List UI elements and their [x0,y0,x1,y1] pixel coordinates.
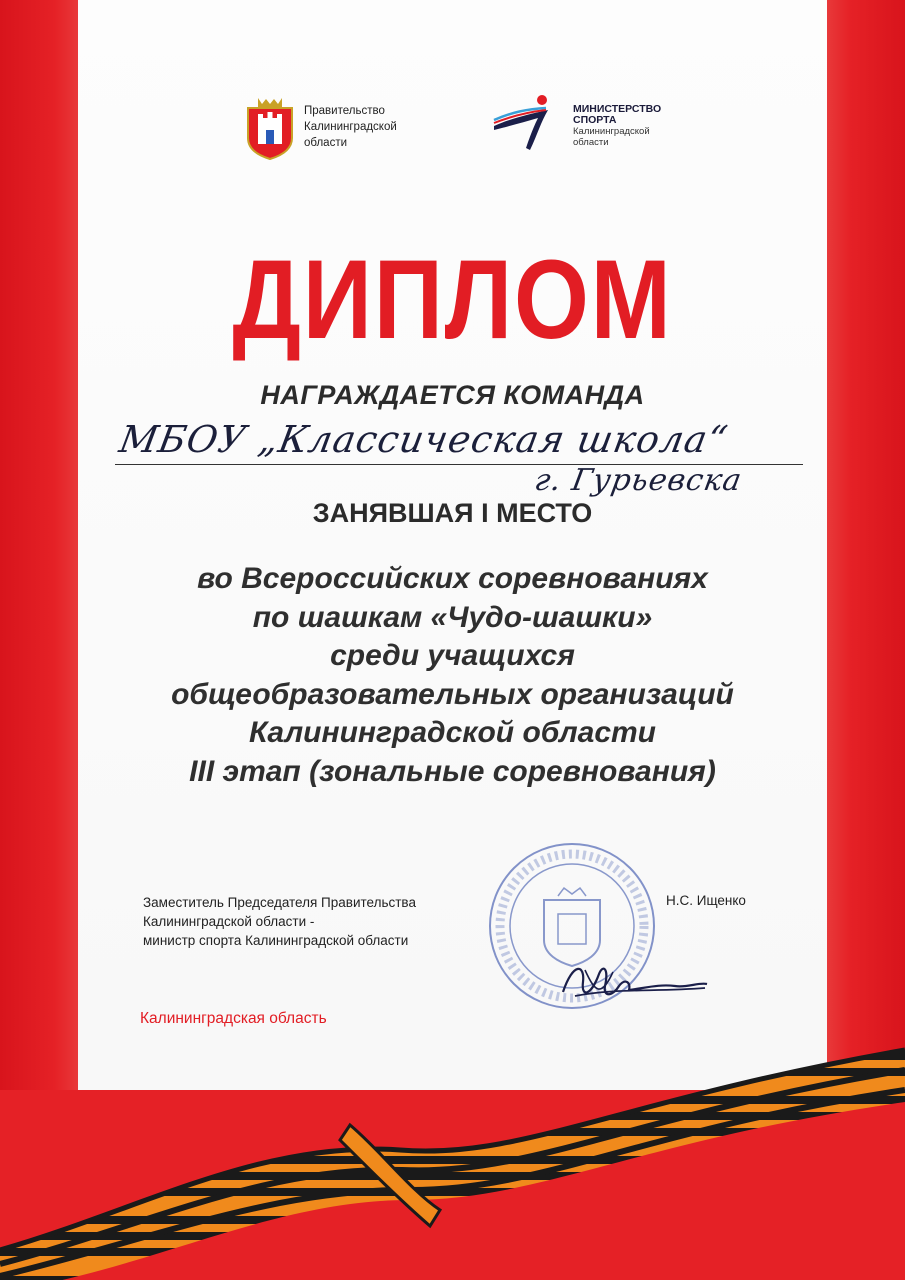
ministry-athlete-icon [492,92,570,154]
awarded-heading: НАГРАЖДАЕТСЯ КОМАНДА [260,380,645,410]
government-line: Калининградской [304,121,397,133]
signatory-name: Н.С. Ищенко [666,893,746,908]
place-heading: ЗАНЯВШАЯ I МЕСТО [312,498,593,528]
signatory-role-line: Калининградской области - [143,914,315,929]
ministry-title [573,104,661,126]
region-footer: Калининградская область [140,1010,327,1027]
st-george-ribbon [0,1030,905,1280]
signatory-role-line: Заместитель Председателя Правительства [143,895,416,910]
event-line: среди учащихся [330,639,575,672]
ministry-title-line: МИНИСТЕРСТВО [573,103,662,115]
diploma-title: ДИПЛОМ [232,237,673,362]
ministry-sub-line: области [573,137,609,148]
coat-of-arms-icon [244,94,296,160]
event-line: по шашкам «Чудо-шашки» [252,600,653,634]
team-name-handwritten: МБОУ „Классическая школа“ [116,418,732,461]
team-city-handwritten: г. Гурьевска [531,463,745,498]
event-line: общеобразовательных организаций [171,677,734,711]
event-line: во Всероссийских соревнованиях [197,562,708,595]
handwritten-signature [555,952,715,1012]
signatory-role-line: министр спорта Калининградской области [143,933,409,948]
signatory-role [143,893,416,950]
government-name [304,103,397,151]
event-line: Калининградской области [248,716,657,749]
government-line: области [304,137,348,149]
ministry-sub-line: Калининградской [573,126,650,137]
ministry-subtitle [573,126,650,148]
event-line: III этап (зональные соревнования) [189,754,716,788]
government-line: Правительство [304,105,385,117]
ministry-title-line: СПОРТА [573,114,617,126]
event-description [0,560,905,791]
